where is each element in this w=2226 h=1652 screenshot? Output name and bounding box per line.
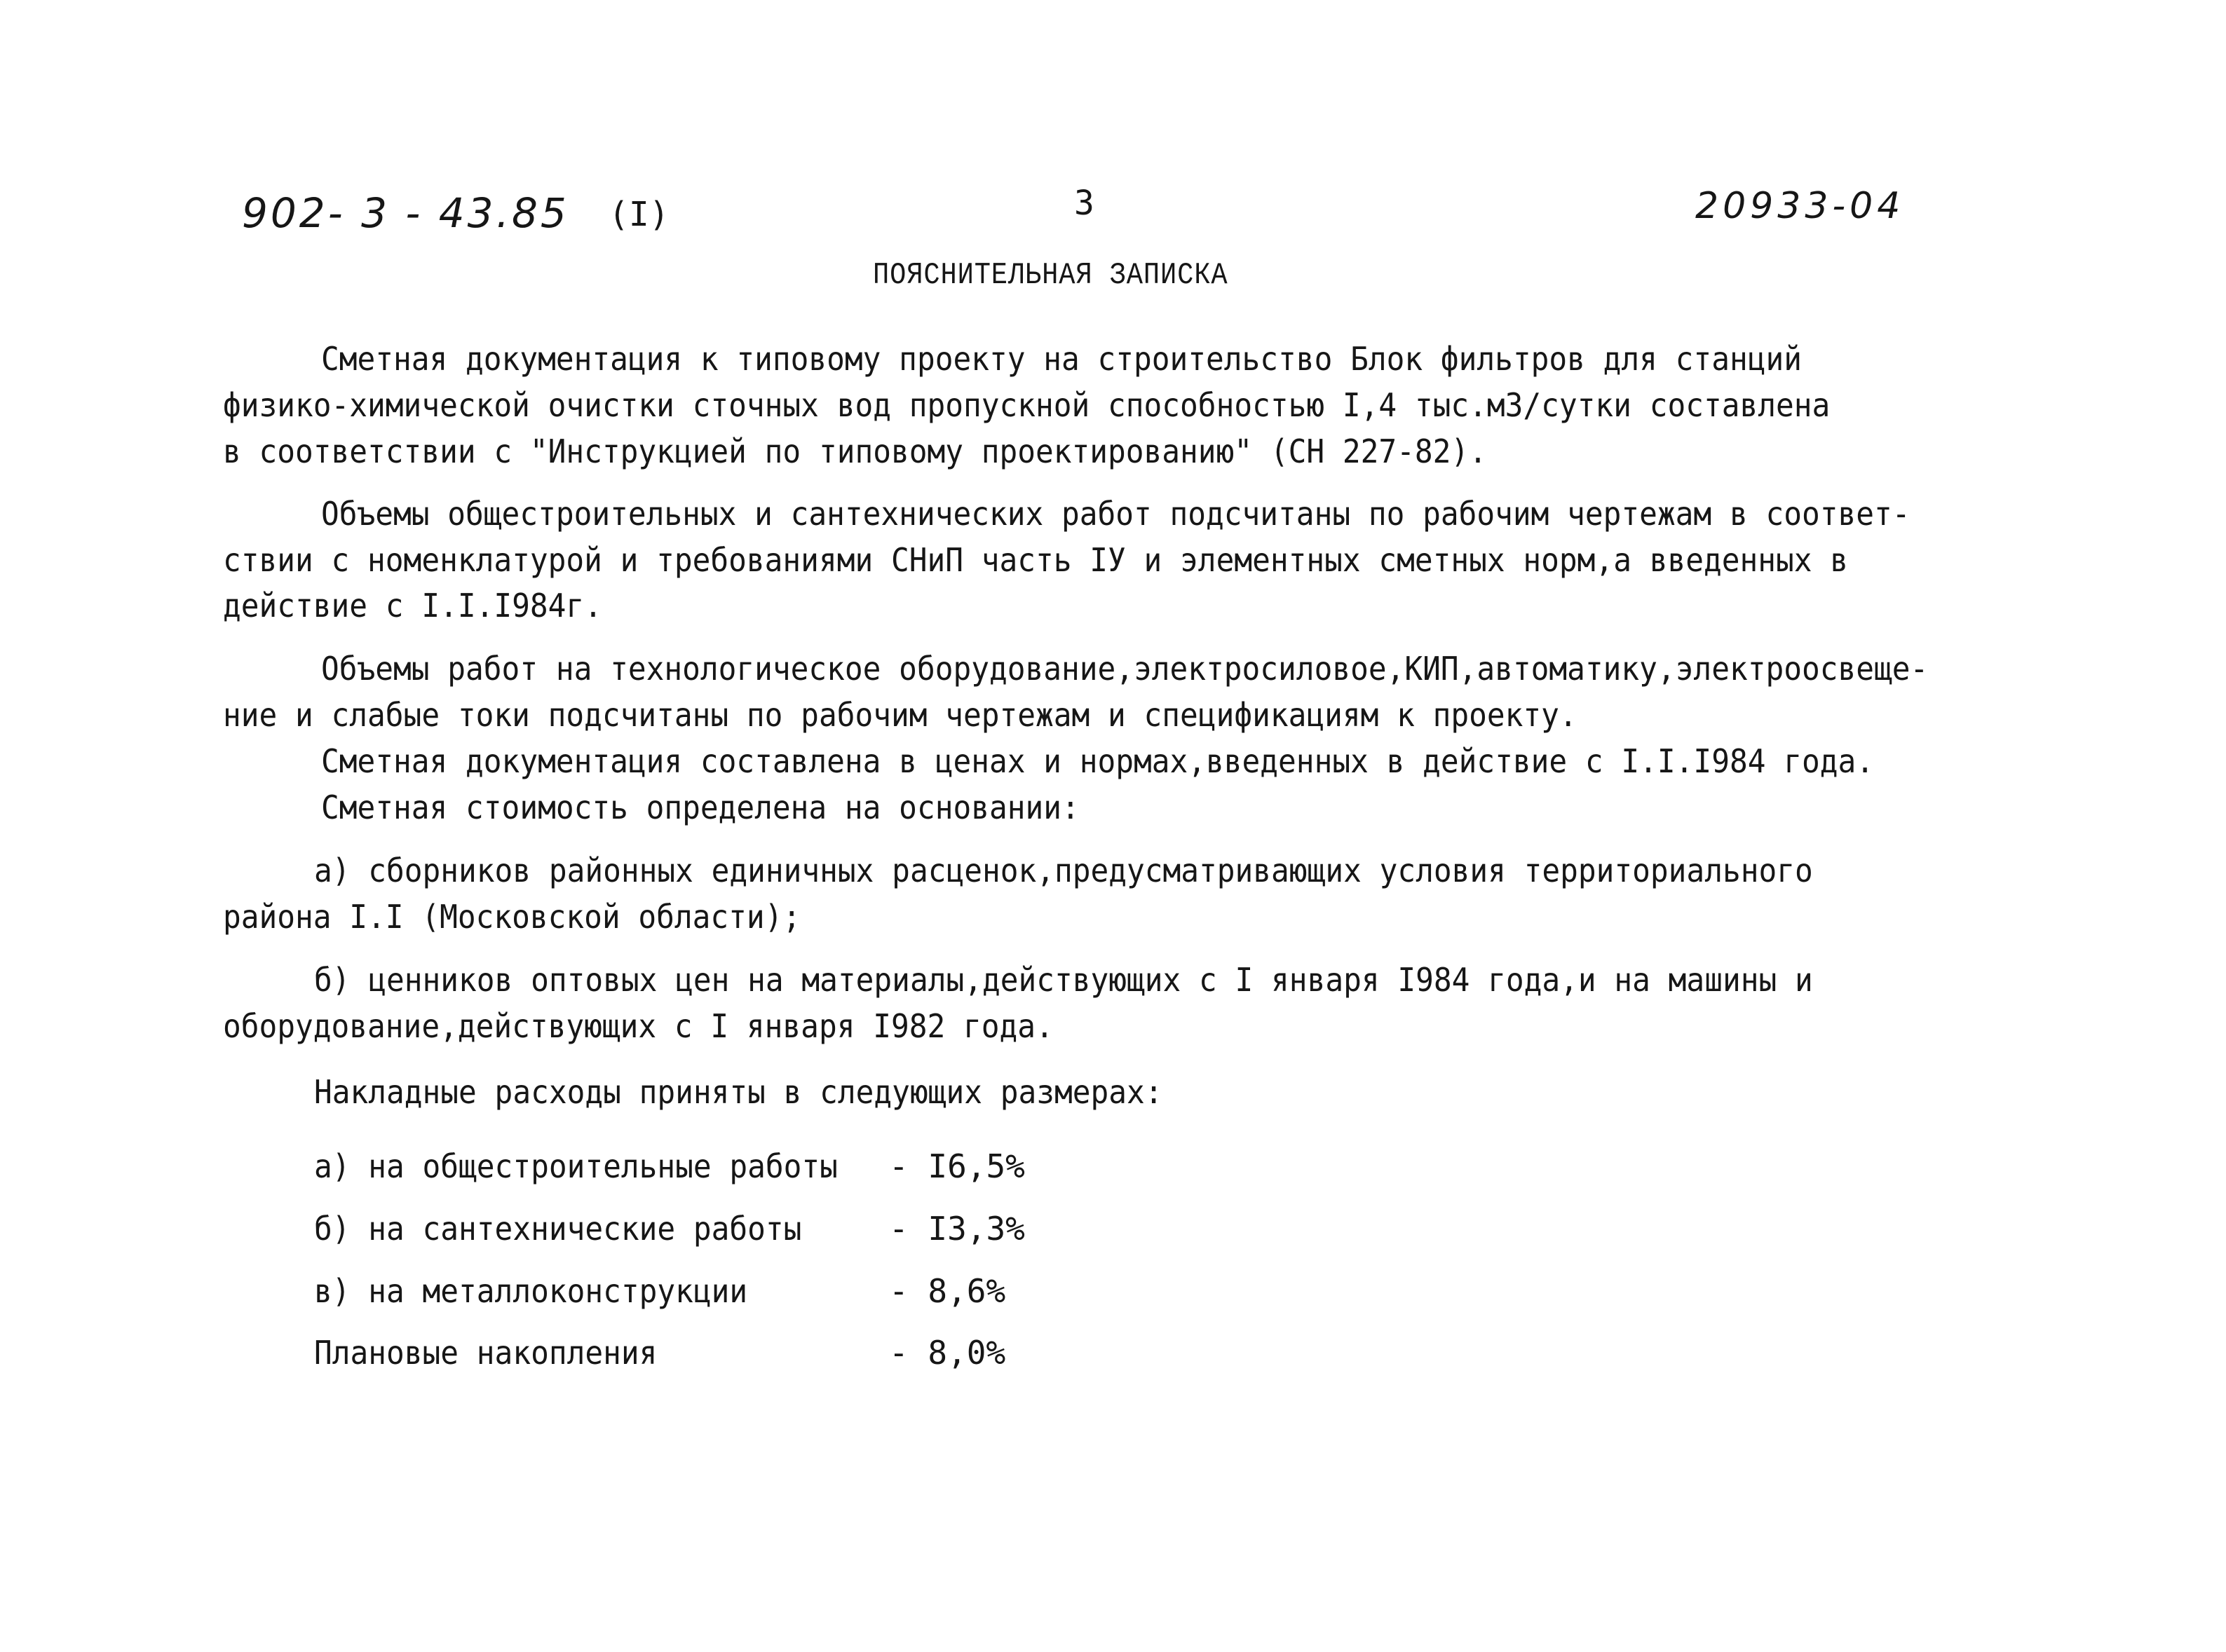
rate-label: в) на металлоконструкции xyxy=(314,1272,748,1310)
paragraph-line: оборудование,действующих с I января I982 года. xyxy=(223,1007,1054,1045)
paragraph-line: физико-химической очистки сточных вод пропускной способностью I,4 тыс.м3/сутки составлена xyxy=(223,386,1831,424)
rate-value: - 8,6% xyxy=(889,1272,1006,1310)
rate-value: - I3,3% xyxy=(889,1210,1025,1248)
paragraph-line: Объемы работ на технологическое оборудование,электросиловое,КИП,автоматику,электроосвеще- xyxy=(321,650,1929,688)
paragraph-line: района I.I (Московской области); xyxy=(223,898,801,936)
overheads-intro: Накладные расходы приняты в следующих размерах: xyxy=(314,1073,1163,1111)
page-number: 3 xyxy=(1074,184,1094,223)
paragraph-line: Объемы общестроительных и сантехнических работ подсчитаны по рабочим чертежам в соответ- xyxy=(321,495,1911,533)
paragraph-line: Сметная документация к типовому проекту на строительство Блок фильтров для станций xyxy=(321,340,1802,378)
rate-label: а) на общестроительные работы xyxy=(314,1147,838,1185)
rate-label: б) на сантехнические работы xyxy=(314,1210,802,1248)
rate-value: - I6,5% xyxy=(889,1147,1025,1185)
paragraph-line: а) сборников районных единичных расценок,предусматривающих условия территориального xyxy=(314,852,1813,889)
paragraph-line: Сметная стоимость определена на основании: xyxy=(321,789,1080,826)
archive-code: 20933-04 xyxy=(1695,185,1905,227)
paragraph-line: ствии с номенклатурой и требованиями СНиП часть IУ и элементных сметных норм,а введенных в xyxy=(223,541,1849,579)
paragraph-line: б) ценников оптовых цен на материалы,действующих с I января I984 года,и на машины и xyxy=(314,961,1813,999)
sheet-number: (I) xyxy=(609,195,670,234)
rate-value: - 8,0% xyxy=(889,1334,1006,1372)
rate-label: Плановые накопления xyxy=(314,1334,658,1372)
paragraph-line: Сметная документация составлена в ценах и нормах,введенных в действие с I.I.I984 года. xyxy=(321,742,1874,780)
paragraph-line: ние и слабые токи подсчитаны по рабочим чертежам и спецификациям к проекту. xyxy=(223,696,1577,734)
paragraph-line: в соответствии с "Инструкцией по типовому проектированию" (СН 227-82). xyxy=(223,432,1487,470)
document-designation: 902- 3 - 43.85 xyxy=(242,189,569,237)
paragraph-line: действие с I.I.I984г. xyxy=(223,587,602,624)
document-title: ПОЯСНИТЕЛЬНАЯ ЗАПИСКА xyxy=(873,258,1228,293)
